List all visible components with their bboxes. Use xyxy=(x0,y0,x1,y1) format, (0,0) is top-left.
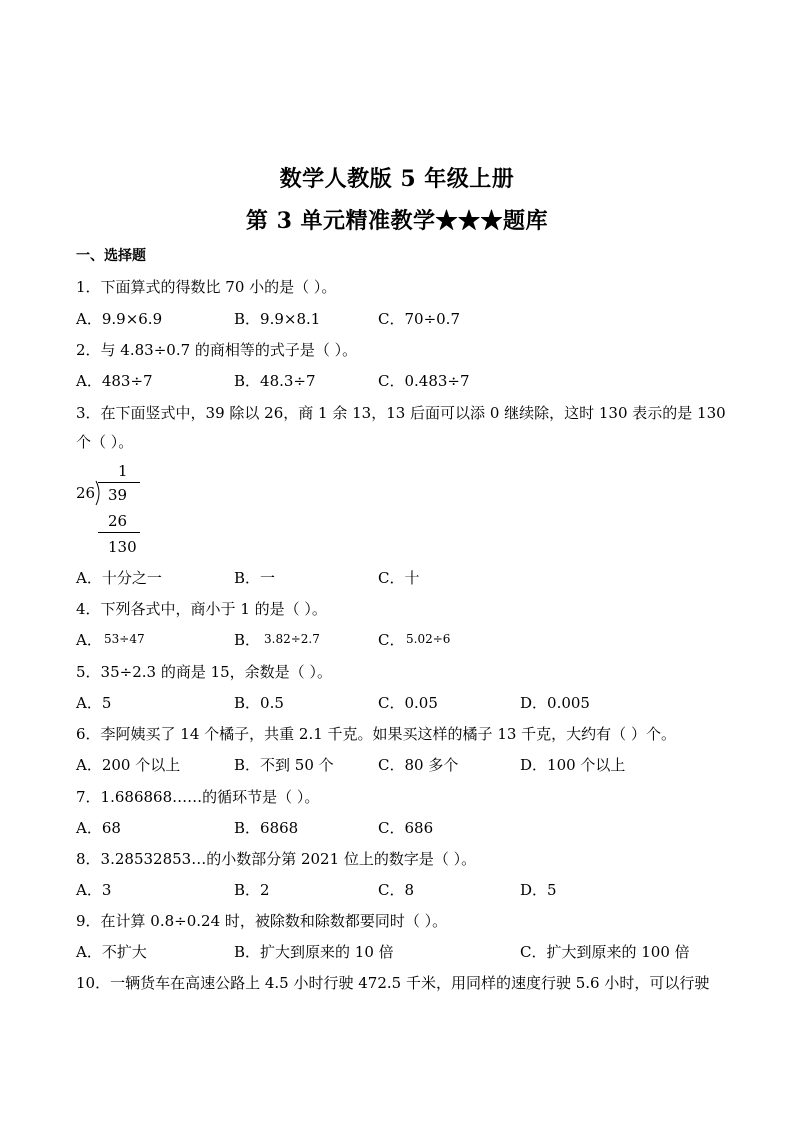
q5-option-c: C．0.05 xyxy=(378,694,438,712)
question-3: 3．在下面竖式中，39 除以 26，商 1 余 13，13 后面可以添 0 继续除，这时 130 表示的是 130 xyxy=(76,404,726,422)
question-3-cont: 个（ ）。 xyxy=(76,433,134,451)
ld-dividend: 39 xyxy=(108,486,128,504)
q6-option-b: B．不到 50 个 xyxy=(234,756,334,774)
q1-option-b: B．9.9×8.1 xyxy=(234,310,321,328)
q3-option-b: B．一 xyxy=(234,569,276,587)
ld-bracket-curve xyxy=(94,480,102,506)
q8-option-a: A．3 xyxy=(76,881,112,899)
q3-option-c: C．十 xyxy=(378,569,420,587)
question-1: 1．下面算式的得数比 70 小的是（ ）。 xyxy=(76,278,337,296)
q9-option-c: C．扩大到原来的 100 倍 xyxy=(520,943,690,961)
q6-option-a: A．200 个以上 xyxy=(76,756,181,774)
ld-bracket-top xyxy=(98,482,140,483)
q4-option-a-expr: 53÷47 xyxy=(104,632,145,646)
question-8: 8．3.28532853…的小数部分第 2021 位上的数字是（ ）。 xyxy=(76,850,477,868)
question-5: 5．35÷2.3 的商是 15，余数是（ ）。 xyxy=(76,663,332,681)
q4-option-c-expr: 5.02÷6 xyxy=(406,632,451,646)
question-10: 10．一辆货车在高速公路上 4.5 小时行驶 472.5 千米，用同样的速度行驶 5.6 小时，可以行驶 xyxy=(76,974,710,992)
q2-option-a: A．483÷7 xyxy=(76,372,153,390)
q5-option-b: B．0.5 xyxy=(234,694,284,712)
q6-option-c: C．80 多个 xyxy=(378,756,459,774)
q6-option-d: D．100 个以上 xyxy=(520,756,626,774)
q4-option-b-expr: 3.82÷2.7 xyxy=(264,632,320,646)
q4-option-c-letter: C． xyxy=(378,631,405,649)
q8-option-c: C．8 xyxy=(378,881,415,899)
q7-option-a: A．68 xyxy=(76,819,121,837)
q4-option-b-letter: B． xyxy=(234,631,261,649)
section-heading: 一、选择题 xyxy=(76,248,146,264)
ld-divisor: 26 xyxy=(76,484,96,502)
ld-quotient: 1 xyxy=(118,462,128,480)
q5-option-a: A．5 xyxy=(76,694,112,712)
ld-subtract-line xyxy=(98,532,140,533)
ld-remainder: 130 xyxy=(108,538,137,556)
q9-option-b: B．扩大到原来的 10 倍 xyxy=(234,943,394,961)
question-4: 4．下列各式中，商小于 1 的是（ ）。 xyxy=(76,600,327,618)
question-6: 6．李阿姨买了 14 个橘子，共重 2.1 千克。如果买这样的橘子 13 千克，大约有（ ）个。 xyxy=(76,725,676,743)
page-subtitle: 第 3 单元精准教学★★★题库 xyxy=(245,208,549,234)
q9-option-a: A．不扩大 xyxy=(76,943,147,961)
q7-option-b: B．6868 xyxy=(234,819,299,837)
question-9: 9．在计算 0.8÷0.24 时，被除数和除数都要同时（ ）。 xyxy=(76,912,448,930)
q8-option-b: B．2 xyxy=(234,881,270,899)
q1-option-c: C．70÷0.7 xyxy=(378,310,460,328)
question-2: 2．与 4.83÷0.7 的商相等的式子是（ ）。 xyxy=(76,341,358,359)
q1-option-a: A．9.9×6.9 xyxy=(76,310,163,328)
q7-option-c: C．686 xyxy=(378,819,434,837)
q3-option-a: A．十分之一 xyxy=(76,569,162,587)
q2-option-b: B．48.3÷7 xyxy=(234,372,316,390)
page-title: 数学人教版 5 年级上册 xyxy=(279,166,515,192)
q4-option-a-letter: A． xyxy=(76,631,102,649)
q8-option-d: D．5 xyxy=(520,881,557,899)
long-division-figure xyxy=(76,462,156,562)
ld-subtract: 26 xyxy=(108,512,128,530)
q2-option-c: C．0.483÷7 xyxy=(378,372,470,390)
question-7: 7．1.686868……的循环节是（ ）。 xyxy=(76,788,320,806)
q5-option-d: D．0.005 xyxy=(520,694,590,712)
